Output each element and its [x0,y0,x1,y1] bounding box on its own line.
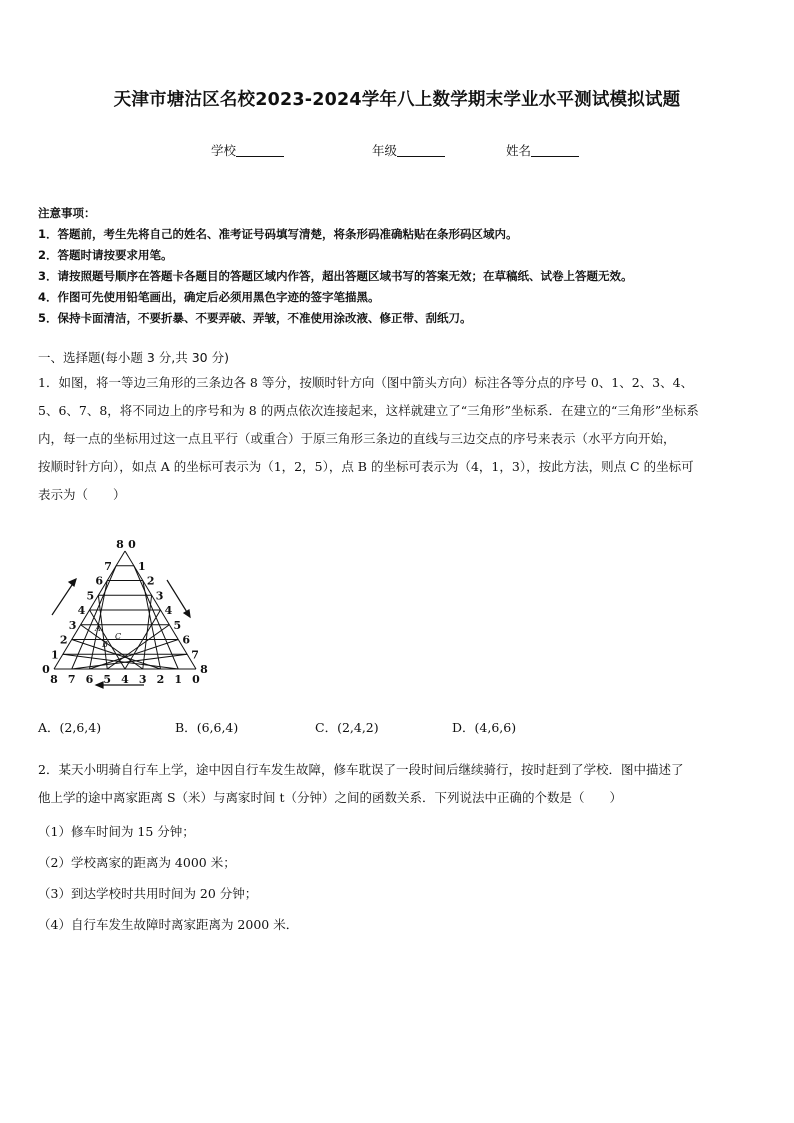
figure-left-label: 5 [86,589,95,603]
arrow-head-icon [69,579,76,586]
figure-left-label: 7 [104,559,112,573]
figure-right-label: 4 [164,604,173,617]
figure-bottom-label: 3 [138,673,147,686]
grade-label: 年级 [372,143,398,158]
figure-bottom-label: 1 [174,673,183,686]
school-field [211,141,284,159]
school-label: 学校 [211,143,237,158]
notice-item: 2．答题时请按要求用笔。 [38,248,173,262]
figure-bottom-label: 5 [103,673,112,686]
figure-left-label: 6 [95,574,104,588]
name-blank[interactable] [531,144,579,157]
statement-4: （4）自行车发生故障时离家距离为 2000 米． [38,917,299,932]
figure-point-label: A [95,624,101,633]
figure-point-label: B [102,640,108,649]
notice-item: 1．答题前，考生先将自己的姓名、准考证号码填写清楚，将条形码准确粘贴在条形码区域内。 [38,227,518,241]
figure-right-label: 2 [146,574,155,588]
grade-field [372,141,445,159]
question-line: 2．某天小明骑自行车上学，途中因自行车发生故障，修车耽误了一段时间后继续骑行，按时赶到了学校．图中描述了 [38,762,684,777]
question-1-text [38,369,760,509]
triangle-figure [40,535,220,690]
option-value: (2,6,4) [59,720,102,735]
page-title: 天津市塘沽区名校2023-2024学年八上数学期末学业水平测试模拟试题 [113,90,681,110]
notice-heading: 注意事项： [38,206,96,220]
name-label: 姓名 [506,143,532,158]
grid-line-left [81,625,143,669]
grid-line-right [143,595,152,669]
option-value: (2,4,2) [337,720,379,735]
figure-left-label: 3 [68,618,77,632]
question-2-text [38,756,760,812]
school-blank[interactable] [236,144,284,157]
name-field [506,141,579,159]
question-line: 1．如图，将一等边三角形的三条边各 8 等分，按顺时针方向（图中箭头方向）标注各等分点的序号 0、1、2、3、4、 [38,375,694,390]
option-letter: D． [452,720,475,735]
grid-line-right [134,566,178,669]
option-a[interactable] [38,718,101,736]
option-b[interactable] [175,718,238,736]
figure-top-label: 0 [128,538,136,551]
statement-1: （1）修车时间为 15 分钟； [38,824,195,839]
figure-top-label: 8 [116,538,124,551]
notice-item: 5．保持卡面清洁，不要折暴、不要弄破、弄皱，不准使用涂改液、修正带、刮纸刀。 [38,311,472,325]
figure-right-label: 6 [182,633,191,647]
option-letter: B． [175,720,197,735]
figure-left-label: 2 [59,633,68,647]
figure-right-label: 5 [173,618,182,632]
question-line: 他上学的途中离家距离 S（米）与离家时间 t（分钟）之间的函数关系．下列说法中正确的个数是（ ） [38,790,623,805]
statement-3: （3）到达学校时共用时间为 20 分钟； [38,886,258,901]
arrow-head-icon [96,682,103,688]
notice-item: 3．请按照题号顺序在答题卡各题目的答题区域内作答，超出答题区域书写的答案无效；在草稿纸、试卷上答题无效。 [38,269,633,283]
figure-bottom-label: 2 [156,673,165,686]
figure-right-label: 8 [200,663,208,676]
question-line: 按顺时针方向），如点 A 的坐标可表示为（1，2，5），点 B 的坐标可表示为（4，1，3），按此方法，则点 C 的坐标可 [38,459,694,474]
notice-item: 4．作图可先使用铅笔画出，确定后必须用黑色字迹的签字笔描黑。 [38,290,380,304]
notice-block [38,203,633,329]
question-line: 5、6、7、8，将不同边上的序号和为 8 的两点依次连接起来，这样就建立了“三角形”坐标系．在建立的“三角形”坐标系 [38,403,699,418]
section-heading: 一、选择题(每小题 3 分,共 30 分) [38,350,229,365]
option-letter: C． [315,720,338,735]
figure-right-label: 3 [155,589,164,603]
option-value: (4,6,6) [474,720,517,735]
option-d[interactable] [452,718,516,736]
option-value: (6,6,4) [196,720,239,735]
figure-right-label: 7 [191,648,199,662]
figure-left-label: 1 [51,648,59,662]
grade-blank[interactable] [397,144,445,157]
triangle-grid [54,551,196,669]
figure-bottom-label: 4 [121,673,129,686]
grid-line-left [63,654,178,669]
option-c[interactable] [315,718,379,736]
option-letter: A． [38,720,60,735]
figure-left-label: 0 [42,663,50,676]
figure-left-label: 4 [77,604,86,617]
figure-bottom-label: 8 [50,673,58,686]
arrow-head-icon [184,610,190,617]
statement-2: （2）学校离家的距离为 4000 米； [38,855,236,870]
figure-bottom-label: 6 [85,673,94,686]
figure-right-label: 1 [138,559,146,573]
figure-bottom-label: 7 [67,673,76,686]
question-line: 内，每一点的坐标用过这一点且平行（或重合）于原三角形三条边的直线与三边交点的序号来表示（水平方向开始， [38,431,676,446]
question-line: 表示为（ ） [38,487,126,502]
figure-bottom-label: 0 [192,673,200,686]
figure-point-label: C [115,632,122,641]
